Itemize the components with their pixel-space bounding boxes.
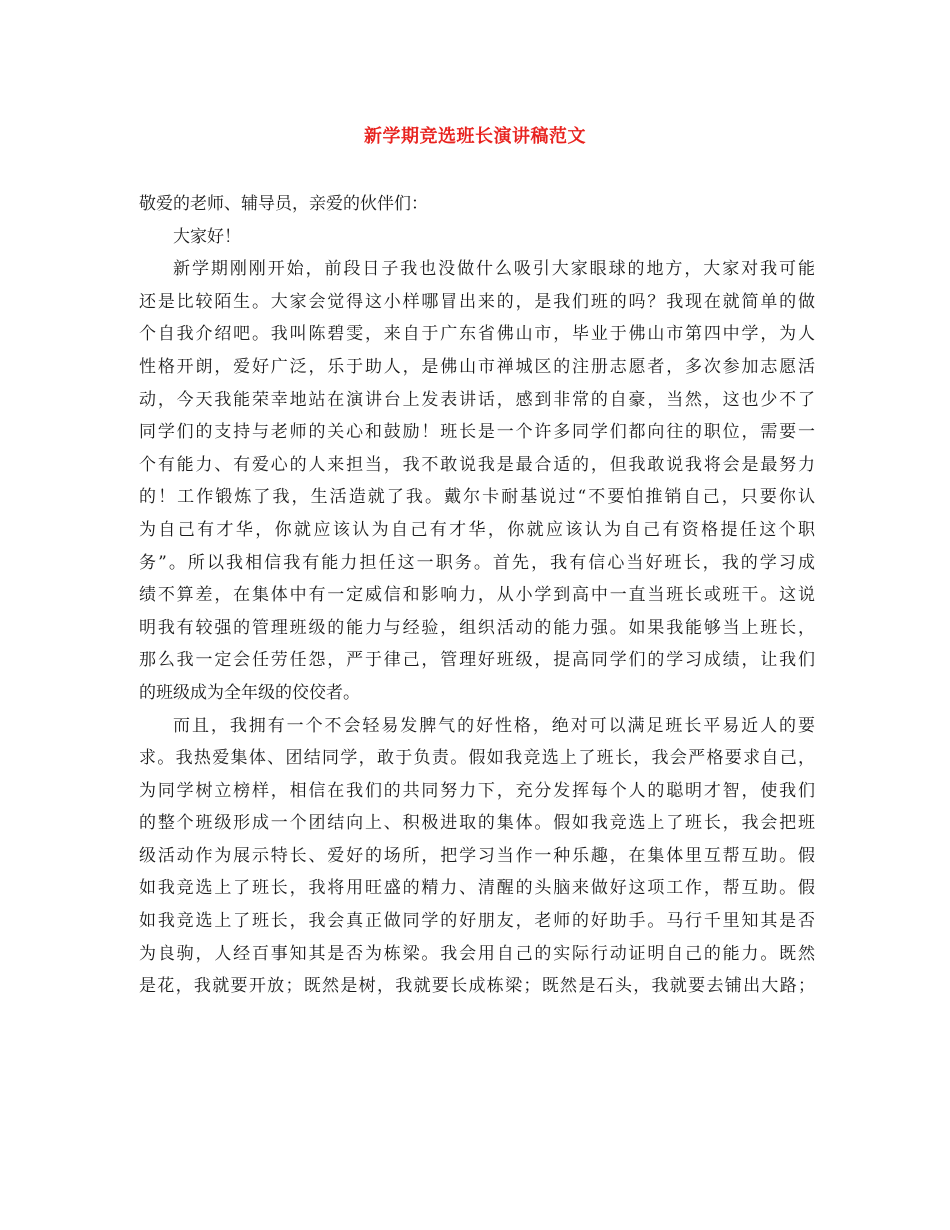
- text-line: 的！工作锻炼了我，生活造就了我。戴尔卡耐基说过“不要怕推销自己，只要你认: [139, 487, 815, 508]
- text-line: 同学们的支持与老师的关心和鼓励！班长是一个许多同学们都向往的职位，需要一: [139, 422, 815, 443]
- text-line: 如我竞选上了班长，我将用旺盛的精力、清醒的头脑来做好这项工作，帮互助。假: [139, 878, 815, 899]
- text-line: 务”。所以我相信我有能力担任这一职务。首先，我有信心当好班长，我的学习成: [139, 552, 815, 573]
- greeting-text: 大家好！: [173, 226, 241, 247]
- salutation-line: [139, 188, 815, 221]
- text-line: 是花，我就要开放；既然是树，我就要长成栋梁；既然是石头，我就要去铺出大路；: [139, 976, 815, 997]
- text-line: 而且，我拥有一个不会轻易发脾气的好性格，绝对可以满足班长平易近人的要: [173, 715, 815, 736]
- text-line: 为自己有才华，你就应该认为自己有才华，你就应该认为自己有资格提任这个职: [139, 519, 815, 540]
- text-line: 新学期刚刚开始，前段日子我也没做什么吸引大家眼球的地方，大家对我可能: [173, 259, 815, 280]
- text-line: 还是比较陌生。大家会觉得这小样哪冒出来的，是我们班的吗？我现在就简单的做: [139, 291, 815, 312]
- salutation-text: 敬爱的老师、辅导员，亲爱的伙伴们：: [139, 194, 428, 214]
- text-line: 求。我热爱集体、团结同学，敢于负责。假如我竞选上了班长，我会严格要求自己，: [139, 748, 815, 769]
- text-line: 性格开朗，爱好广泛，乐于助人，是佛山市禅城区的注册志愿者，多次参加志愿活: [139, 356, 815, 377]
- document-title: 新学期竞选班长演讲稿范文: [364, 126, 586, 147]
- greeting-line: [139, 221, 815, 254]
- text-line: 为良驹，人经百事知其是否为栋梁。我会用自己的实际行动证明自己的能力。既然: [139, 943, 815, 964]
- text-line: 绩不算差，在集体中有一定威信和影响力，从小学到高中一直当班长或班干。这说: [139, 585, 815, 606]
- document-body: [139, 188, 815, 1003]
- paragraph-1: [139, 253, 815, 709]
- text-line: 的班级成为全年级的佼佼者。: [139, 682, 360, 703]
- text-line: 个有能力、有爱心的人来担当，我不敢说我是最合适的，但我敢说我将会是最努力: [139, 454, 815, 475]
- text-line: 的整个班级形成一个团结向上、积极进取的集体。假如我竞选上了班长，我会把班: [139, 813, 815, 834]
- text-line: 那么我一定会任劳任怨，严于律己，管理好班级，提高同学们的学习成绩，让我们: [139, 650, 815, 671]
- paragraph-2: [139, 710, 815, 1003]
- text-line: 如我竞选上了班长，我会真正做同学的好朋友，老师的好助手。马行千里知其是否: [139, 911, 815, 932]
- text-line: 个自我介绍吧。我叫陈碧雯，来自于广东省佛山市，毕业于佛山市第四中学，为人: [139, 324, 815, 345]
- text-line: 级活动作为展示特长、爱好的场所，把学习当作一种乐趣，在集体里互帮互助。假: [139, 845, 815, 866]
- text-line: 为同学树立榜样，相信在我们的共同努力下，充分发挥每个人的聪明才智，使我们: [139, 780, 815, 801]
- text-line: 动，今天我能荣幸地站在演讲台上发表讲话，感到非常的自豪，当然，这也少不了: [139, 389, 815, 410]
- text-line: 明我有较强的管理班级的能力与经验，组织活动的能力强。如果我能够当上班长，: [139, 617, 815, 638]
